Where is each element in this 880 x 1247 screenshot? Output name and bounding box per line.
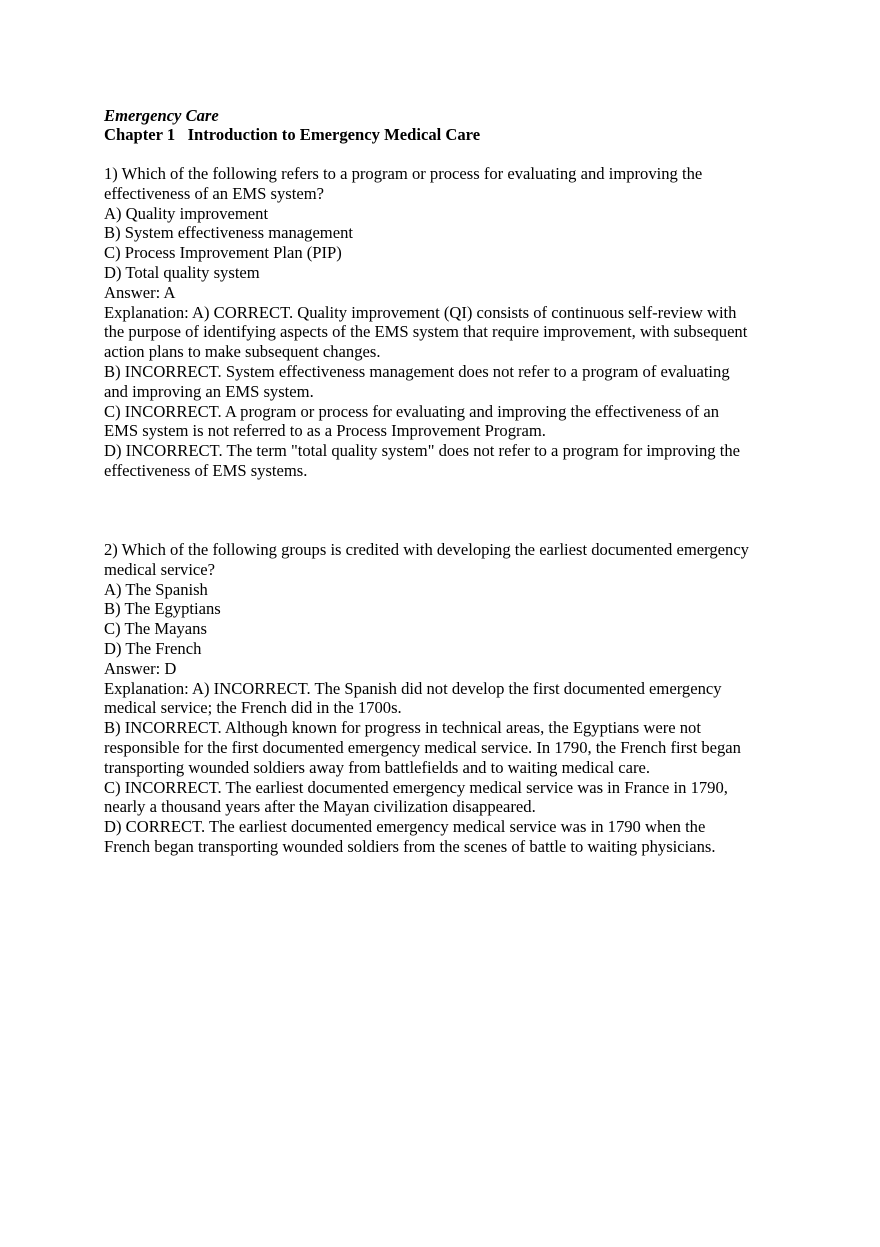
question-1-line: D) Total quality system (104, 263, 260, 282)
question-1-line: effectiveness of an EMS system? (104, 183, 324, 203)
question-1-line: B) System effectiveness management (104, 223, 353, 243)
book-title: Emergency Care (104, 106, 219, 125)
question-2-line: Explanation: A) INCORRECT. The Spanish did not develop the first documented emergency (104, 678, 722, 698)
question-1-line: action plans to make subsequent changes. (104, 342, 381, 362)
question-2-line: nearly a thousand years after the Mayan civilization disappeared. (104, 797, 536, 817)
question-2-line: B) INCORRECT. Although known for progress in technical areas, the Egyptians were not (104, 718, 701, 738)
question-2-line: 2) Which of the following groups is credited with developing the earliest documented emergency (104, 540, 749, 559)
question-2-line: French began transporting wounded soldiers from the scenes of battle to waiting physicians. (104, 837, 716, 856)
question-2-line: B) The Egyptians (104, 599, 221, 619)
question-1-line: C) Process Improvement Plan (PIP) (104, 243, 342, 263)
question-1-line: effectiveness of EMS systems. (104, 461, 308, 480)
question-2-line: A) The Spanish (104, 579, 208, 599)
question-2-line: C) The Mayans (104, 619, 207, 639)
question-1-line: EMS system is not referred to as a Process Improvement Program. (104, 421, 546, 441)
question-2-line: transporting wounded soldiers away from battlefields and to waiting medical care. (104, 757, 651, 777)
question-2-line: medical service; the French did in the 1700s. (104, 698, 402, 718)
question-1-line: C) INCORRECT. A program or process for evaluating and improving the effectiveness of an (104, 401, 720, 421)
question-2-line: medical service? (104, 559, 216, 579)
question-2-line: D) CORRECT. The earliest documented emergency medical service was in 1790 when the (104, 817, 706, 837)
question-1-line: D) INCORRECT. The term "total quality system" does not refer to a program for improving the (104, 441, 740, 461)
question-2-line: C) INCORRECT. The earliest documented emergency medical service was in France in 1790, (104, 777, 728, 797)
question-2-line: D) The French (104, 639, 202, 658)
question-1-line: B) INCORRECT. System effectiveness management does not refer to a program of evaluating (104, 362, 730, 381)
question-1-line: A) Quality improvement (104, 203, 269, 223)
question-1-line: and improving an EMS system. (104, 381, 314, 401)
question-2-line: Answer: D (104, 658, 177, 678)
chapter-title: Chapter 1 Introduction to Emergency Medical Care (104, 125, 481, 144)
question-1-line: 1) Which of the following refers to a program or process for evaluating and improving the (104, 164, 703, 183)
question-1-line: the purpose of identifying aspects of the EMS system that require improvement, with subsequent (104, 322, 748, 342)
question-1-line: Answer: A (104, 282, 176, 302)
question-1-line: Explanation: A) CORRECT. Quality improvement (QI) consists of continuous self-review with (104, 302, 737, 322)
question-2-line: responsible for the first documented emergency medical service. In 1790, the French first began (104, 738, 741, 757)
